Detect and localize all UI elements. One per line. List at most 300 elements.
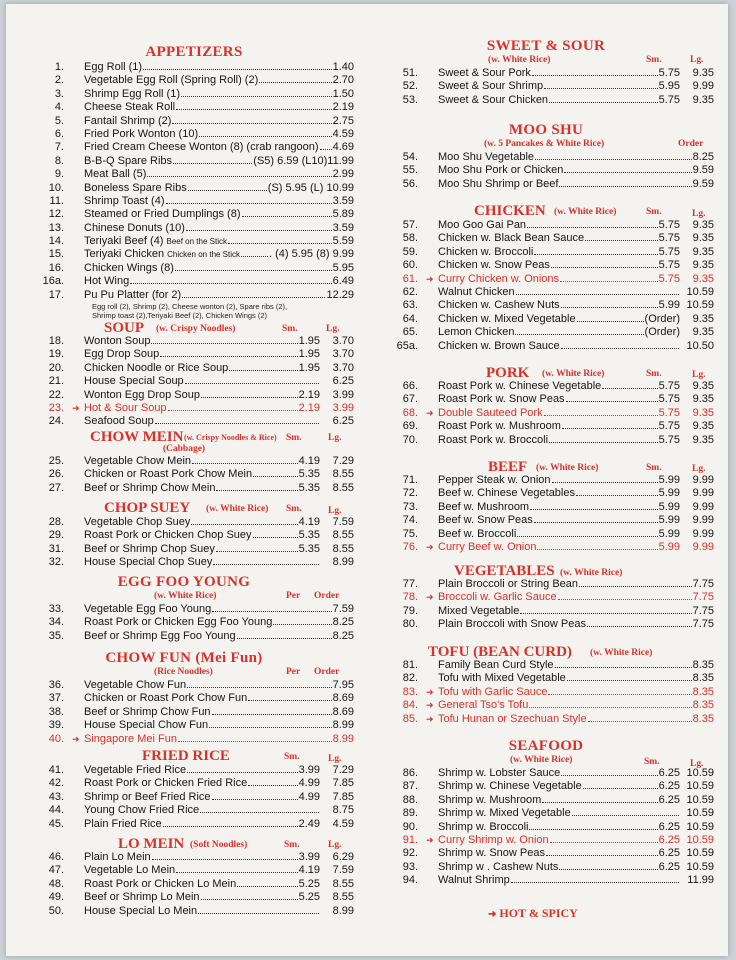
item-number: 71. xyxy=(402,474,418,486)
leader-dots xyxy=(253,537,298,538)
menu-item-row xyxy=(34,141,354,154)
leader-dots xyxy=(561,307,658,308)
item-name: Sweet & Sour Chicken xyxy=(438,93,549,106)
item-number: 59. xyxy=(402,245,418,258)
item-number: 85. xyxy=(402,712,418,725)
leader-dots xyxy=(572,815,679,816)
large-price: 9.99 xyxy=(692,474,714,486)
item-number: 13. xyxy=(48,221,64,234)
lg-header: Lg. xyxy=(692,370,706,380)
section-soup xyxy=(34,320,354,429)
item-number: 93. xyxy=(402,860,418,873)
item-name: Shrimp w. Snow Peas xyxy=(438,847,545,860)
large-price: 10.59 xyxy=(686,860,714,873)
item-name: Egg Drop Soup xyxy=(84,348,160,361)
item-name: House Special Soup xyxy=(84,375,184,388)
leader-dots xyxy=(529,829,657,830)
item-name: Plain Broccoli with Snow Peas xyxy=(438,618,586,631)
small-price: 5.75 xyxy=(658,245,680,258)
item-number: 75. xyxy=(402,527,418,540)
item-number: 20. xyxy=(48,361,64,374)
large-price: 10.50 xyxy=(686,339,714,352)
leader-dots xyxy=(237,638,332,639)
menu-item-row xyxy=(34,692,354,705)
item-number: 28. xyxy=(48,516,64,528)
menu-item-row xyxy=(34,248,354,261)
item-number: 43. xyxy=(48,790,64,803)
item-name: Chicken w. Cashew Nuts xyxy=(438,299,560,312)
item-number: 94. xyxy=(402,874,418,887)
lg-header: Lg. xyxy=(690,759,704,769)
item-price: 5.95 xyxy=(332,261,354,274)
large-price: 6.29 xyxy=(332,851,354,863)
item-name: General Tso's Tofu xyxy=(438,699,529,712)
menu-item-row xyxy=(388,164,714,177)
leader-dots xyxy=(228,243,332,244)
item-number: 77. xyxy=(402,578,418,590)
item-price: 8.35 xyxy=(692,659,714,671)
item-number: 23. xyxy=(48,401,64,414)
item-number: 52. xyxy=(402,80,418,93)
item-name: Chicken Noodle or Rice Soup xyxy=(84,361,229,374)
item-name: Beef w. Chinese Vegetables xyxy=(438,487,575,500)
item-name: Moo Shu Shrimp or Beef xyxy=(438,177,559,190)
order-header: Order xyxy=(314,591,340,601)
leader-dots xyxy=(558,599,692,600)
large-price: 7.29 xyxy=(332,455,354,467)
item-price: 8.25 xyxy=(332,616,354,629)
section-title: APPETIZERS xyxy=(145,44,243,60)
item-name: House Special Chop Suey xyxy=(84,556,213,569)
large-price: 4.59 xyxy=(332,817,354,830)
lg-header: Lg. xyxy=(690,55,704,65)
leader-dots xyxy=(588,721,692,722)
leader-dots xyxy=(237,886,297,887)
item-name: Sweet & Sour Pork xyxy=(438,67,531,79)
large-price: 9.35 xyxy=(692,67,714,79)
leader-dots xyxy=(576,495,658,496)
large-price: 7.59 xyxy=(332,864,354,877)
small-price: 5.99 xyxy=(658,527,680,540)
menu-item-row xyxy=(388,232,714,245)
item-list xyxy=(388,578,714,632)
small-price: 3.99 xyxy=(298,851,320,863)
leader-dots xyxy=(175,270,332,271)
leader-dots xyxy=(241,256,268,257)
leader-dots xyxy=(544,415,658,416)
item-name: Vegetable Lo Mein xyxy=(84,864,176,877)
menu-item-row xyxy=(388,326,714,339)
small-price: 5.75 xyxy=(658,93,680,106)
item-price: 2.75 xyxy=(332,114,354,127)
menu-item-row xyxy=(34,235,354,248)
leader-dots xyxy=(155,423,319,424)
menu-item-row xyxy=(388,767,714,780)
item-name: Chicken w. Black Bean Sauce xyxy=(438,232,585,245)
item-number: 12. xyxy=(48,208,64,221)
leader-dots xyxy=(579,586,692,587)
item-list xyxy=(34,335,354,429)
small-price: 6.25 xyxy=(658,833,680,846)
menu-item-row xyxy=(388,259,714,272)
menu-item-row xyxy=(34,791,354,804)
item-price: 5.59 xyxy=(332,235,354,248)
leader-dots xyxy=(192,463,298,464)
item-name: Chinese Donuts (10) xyxy=(84,221,185,234)
item-number: 35. xyxy=(48,629,64,642)
leader-dots xyxy=(273,624,331,625)
menu-item-row xyxy=(388,794,714,807)
leader-dots xyxy=(532,75,658,76)
lg-header: Lg. xyxy=(692,464,706,474)
section-header xyxy=(388,644,714,659)
item-name: Pu Pu Platter (for 2) xyxy=(84,288,182,301)
item-name: Shrimp w. Broccoli xyxy=(438,820,529,833)
item-name: Egg Roll (1) xyxy=(84,61,143,73)
small-price: 6.25 xyxy=(658,860,680,873)
leader-dots xyxy=(587,626,692,627)
section-header xyxy=(388,563,714,578)
leader-dots xyxy=(320,149,332,150)
leader-dots xyxy=(201,899,298,900)
item-number: 47. xyxy=(48,864,64,877)
item-number: 37. xyxy=(48,692,64,705)
item-name: Fried Cream Cheese Wonton (8) (crab rangoon) xyxy=(84,141,319,154)
large-price: 9.35 xyxy=(692,219,714,231)
section-chicken xyxy=(388,203,714,353)
leader-dots xyxy=(151,343,297,344)
hot-spicy-icon: ➜ xyxy=(72,402,80,413)
item-name: Curry Shrimp w. Onion xyxy=(438,833,549,846)
small-price: 5.35 xyxy=(298,481,320,494)
item-name: Wonton Soup xyxy=(84,335,151,347)
menu-item-row xyxy=(34,864,354,877)
section-title: SEAFOOD xyxy=(508,738,584,754)
item-number: 90. xyxy=(402,820,418,833)
item-name: Roast Pork or Chicken Fried Rice xyxy=(84,777,248,790)
item-price: 8.35 xyxy=(692,699,714,712)
menu-item-row xyxy=(34,335,354,348)
leader-dots xyxy=(561,775,657,776)
small-price: 2.49 xyxy=(298,817,320,830)
item-price: 7.75 xyxy=(692,591,714,604)
small-price: 5.35 xyxy=(298,542,320,555)
large-price: 9.99 xyxy=(692,540,714,553)
leader-dots xyxy=(176,872,297,873)
item-number: 4. xyxy=(54,101,64,114)
section-title: EGG FOO YOUNG xyxy=(117,574,251,590)
item-number: 2. xyxy=(54,74,64,87)
item-number: 61. xyxy=(402,272,418,285)
leader-dots xyxy=(163,826,298,827)
small-price: 6.25 xyxy=(658,767,680,779)
section-egg-foo-young xyxy=(34,574,354,643)
order-header: Order xyxy=(314,667,340,677)
item-number: 46. xyxy=(48,851,64,863)
leader-dots xyxy=(248,700,331,701)
item-note: Beef on the Stick xyxy=(166,237,227,247)
menu-item-row xyxy=(388,313,714,326)
small-price: 5.75 xyxy=(658,232,680,245)
item-note: Chicken on the Stick xyxy=(167,250,241,260)
section-header xyxy=(34,667,354,679)
leader-dots xyxy=(546,855,658,856)
item-name: Beef or Shrimp Chow Fun xyxy=(84,705,211,718)
menu-item-row xyxy=(388,659,714,672)
section-sweet-sour xyxy=(388,38,714,107)
item-name: Plain Lo Mein xyxy=(84,851,151,863)
small-price: 5.75 xyxy=(658,380,680,392)
item-number: 68. xyxy=(402,406,418,419)
leader-dots xyxy=(229,370,297,371)
small-price: (Order) xyxy=(644,326,680,339)
menu-item-row xyxy=(34,61,354,74)
item-name: Seafood Soup xyxy=(84,415,154,428)
item-number: 62. xyxy=(402,285,418,298)
leader-dots xyxy=(527,227,658,228)
large-price: 8.55 xyxy=(332,468,354,481)
order-header: Order xyxy=(678,139,704,149)
large-price: 9.35 xyxy=(692,312,714,325)
item-name: Teriyaki Chicken xyxy=(84,248,165,261)
hot-spicy-icon: ➜ xyxy=(426,834,434,845)
item-number: 8. xyxy=(54,154,64,167)
leader-dots xyxy=(147,176,331,177)
leader-dots xyxy=(602,388,657,389)
item-name: Chicken w. Brown Sauce xyxy=(438,339,560,352)
item-list xyxy=(388,767,714,888)
section-header xyxy=(388,365,714,380)
leader-dots xyxy=(515,334,643,335)
item-name: Plain Fried Rice xyxy=(84,817,162,830)
leader-dots xyxy=(555,667,692,668)
item-list xyxy=(34,61,354,302)
small-price: 5.75 xyxy=(658,219,680,231)
large-price: 8.55 xyxy=(332,542,354,555)
menu-item-row xyxy=(388,672,714,685)
leader-dots xyxy=(552,482,658,483)
item-name: Vegetable Egg Roll (Spring Roll) (2) xyxy=(84,74,259,87)
small-price: 6.25 xyxy=(658,847,680,860)
menu-item-row xyxy=(34,275,354,288)
large-price: 8.55 xyxy=(332,891,354,904)
leader-dots xyxy=(520,613,691,614)
item-name: Cheese Steak Roll xyxy=(84,101,176,114)
item-price: 8.99 xyxy=(332,732,354,745)
item-name: Sweet & Sour Shrimp xyxy=(438,80,544,93)
menu-item-row xyxy=(34,88,354,101)
item-list xyxy=(34,516,354,570)
large-price: 3.99 xyxy=(332,401,354,414)
large-price: 10.59 xyxy=(686,285,714,298)
item-name: Walnut Shrimp xyxy=(438,874,510,887)
item-name: Steamed or Fried Dumplings (8) xyxy=(84,208,241,221)
menu-item-row xyxy=(388,94,714,107)
leader-dots xyxy=(212,714,332,715)
leader-dots xyxy=(200,812,319,813)
item-number: 27. xyxy=(48,481,64,494)
leader-dots xyxy=(534,254,657,255)
section-subtitle: (w. White Rice) xyxy=(560,568,623,578)
item-number: 67. xyxy=(402,393,418,406)
item-number: 48. xyxy=(48,877,64,890)
item-list xyxy=(388,474,714,554)
item-name: Shrimp Egg Roll (1) xyxy=(84,87,180,100)
leader-dots xyxy=(585,240,657,241)
large-price: 7.85 xyxy=(332,777,354,790)
sm-header: Sm. xyxy=(284,752,300,762)
item-number: 72. xyxy=(402,487,418,500)
leader-dots xyxy=(517,536,657,537)
section-header xyxy=(34,836,354,851)
leader-dots xyxy=(198,913,319,914)
lg-header: Lg. xyxy=(692,209,706,219)
item-number: 76. xyxy=(402,540,418,553)
leader-dots xyxy=(178,741,332,742)
menu-item-row xyxy=(34,516,354,529)
item-number: 25. xyxy=(48,455,64,467)
leader-dots xyxy=(253,476,297,477)
menu-item-row xyxy=(388,618,714,631)
small-price: 5.75 xyxy=(658,67,680,79)
section-title: CHOW FUN (Mei Fun) xyxy=(105,650,263,666)
small-price: 4.99 xyxy=(298,790,320,803)
section-subtitle-2: (Cabbage) xyxy=(162,444,206,454)
item-price: 6.49 xyxy=(332,275,354,288)
large-price: 6.25 xyxy=(332,415,354,428)
item-list xyxy=(34,851,354,918)
item-number: 1. xyxy=(54,61,64,73)
menu-item-row xyxy=(34,195,354,208)
menu-item-row xyxy=(34,415,354,428)
per-header: Per xyxy=(286,667,301,677)
item-number: 24. xyxy=(48,415,64,428)
menu-item-row xyxy=(388,514,714,527)
section-subtitle: (w. White Rice) xyxy=(554,207,617,217)
section-subtitle: (w. White Rice) xyxy=(542,369,605,379)
item-price: 8.35 xyxy=(692,672,714,685)
sm-header: Sm. xyxy=(284,840,300,850)
item-number: 70. xyxy=(402,433,418,446)
leader-dots xyxy=(549,442,658,443)
small-price: 1.95 xyxy=(298,335,320,347)
section-title: SOUP xyxy=(104,320,145,336)
menu-item-row xyxy=(34,878,354,891)
leader-dots xyxy=(212,799,298,800)
leader-dots xyxy=(216,490,297,491)
item-name: Singapore Mei Fun xyxy=(84,732,177,745)
hot-spicy-icon: ➜ xyxy=(72,733,80,744)
item-list xyxy=(388,67,714,107)
menu-item-row xyxy=(34,616,354,629)
section-subtitle: (w. 5 Pancakes & White Rice) xyxy=(484,139,605,149)
item-number: 26. xyxy=(48,468,64,481)
section-header xyxy=(34,429,354,444)
item-number: 54. xyxy=(402,151,418,163)
large-price: 8.99 xyxy=(332,904,354,917)
item-name: Fried Pork Wonton (10) xyxy=(84,127,199,140)
small-price: 5.25 xyxy=(298,891,320,904)
leader-dots xyxy=(152,859,298,860)
leader-dots xyxy=(216,551,298,552)
leader-dots xyxy=(548,694,691,695)
small-price: 2.19 xyxy=(298,388,320,401)
menu-item-row xyxy=(34,706,354,719)
item-number: 19. xyxy=(48,348,64,361)
item-price: 4.59 xyxy=(332,127,354,140)
leader-dots xyxy=(176,109,331,110)
item-price: 8.35 xyxy=(692,685,714,698)
section-header xyxy=(34,748,354,764)
leader-dots xyxy=(160,356,297,357)
menu-item-row xyxy=(388,487,714,500)
section-chop-suey xyxy=(34,500,354,570)
large-price: 3.70 xyxy=(332,348,354,361)
section-header xyxy=(34,591,354,603)
large-price: 10.59 xyxy=(686,807,714,820)
leader-dots xyxy=(168,410,298,411)
item-name: Wonton Egg Drop Soup xyxy=(84,388,200,401)
section-title: MOO SHU xyxy=(508,122,584,138)
leader-dots xyxy=(191,524,297,525)
lg-header: Lg. xyxy=(328,433,342,443)
small-price: 5.75 xyxy=(658,433,680,446)
leader-dots xyxy=(130,283,331,284)
menu-item-row xyxy=(34,389,354,402)
menu-item-row xyxy=(388,151,714,164)
item-number: 58. xyxy=(402,232,418,245)
menu-item-row xyxy=(388,686,714,699)
small-price: 5.75 xyxy=(658,420,680,433)
hot-spicy-icon: ➜ xyxy=(426,700,434,711)
menu-item-row xyxy=(34,455,354,468)
section-header xyxy=(388,203,714,219)
item-number: 81. xyxy=(402,659,418,671)
item-name: Broccoli w. Garlic Sauce xyxy=(438,591,557,604)
item-number: 69. xyxy=(402,420,418,433)
leader-dots xyxy=(564,172,691,173)
menu-item-row xyxy=(34,630,354,643)
item-name: Family Bean Curd Style xyxy=(438,659,554,671)
hot-spicy-legend xyxy=(488,906,578,921)
large-price: 9.35 xyxy=(692,326,714,339)
item-name: Chicken Wings (8) xyxy=(84,261,174,274)
item-price: 7.95 xyxy=(332,679,354,691)
item-list xyxy=(34,603,354,643)
leader-dots xyxy=(535,159,692,160)
small-price: 1.95 xyxy=(298,348,320,361)
item-number: 15. xyxy=(48,248,64,261)
large-price: 10.59 xyxy=(686,767,714,779)
menu-item-row xyxy=(34,74,354,87)
menu-item-row xyxy=(388,407,714,420)
item-number: 33. xyxy=(48,603,64,615)
section-title: BEEF xyxy=(488,459,528,475)
large-price: 10.59 xyxy=(686,780,714,793)
large-price: 8.55 xyxy=(332,877,354,890)
section-subtitle: (w. White Rice) xyxy=(488,55,551,65)
small-price: 5.75 xyxy=(658,272,680,285)
small-price: 5.25 xyxy=(298,877,320,890)
leader-dots xyxy=(559,186,691,187)
menu-item-row xyxy=(34,468,354,481)
item-number: 87. xyxy=(402,780,418,793)
section-header xyxy=(388,755,714,767)
menu-item-row xyxy=(388,80,714,93)
sm-header: Sm. xyxy=(646,369,662,379)
item-price: . (4) 5.95 (8) 9.99 xyxy=(269,248,354,261)
item-number: 53. xyxy=(402,93,418,106)
